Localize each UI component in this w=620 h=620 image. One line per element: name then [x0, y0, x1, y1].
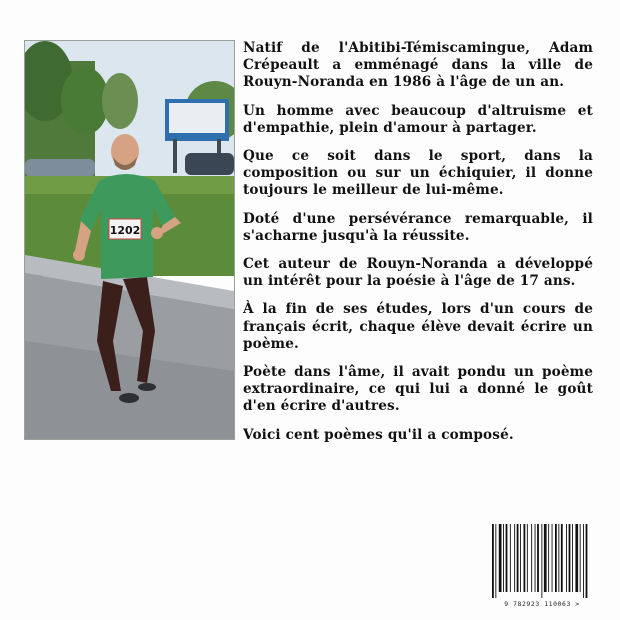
bio-paragraph: Que ce soit dans le sport, dans la composition ou sur un échiquier, il donne toujours le meilleur de lui-même.: [243, 148, 593, 199]
barcode-bar: [524, 524, 526, 592]
bio-paragraph: À la fin de ses études, lors d'un cours de français écrit, chaque élève devait écrire un poème.: [243, 301, 593, 352]
barcode-bar: [558, 524, 559, 592]
barcode-bar: [503, 524, 504, 592]
bio-paragraph: Doté d'une persévérance remarquable, il s'acharne jusqu'à la réussite.: [243, 210, 593, 244]
barcode-bar: [537, 524, 539, 592]
barcode-bar: [555, 524, 557, 592]
barcode-digits: 9 782923 110063 >: [504, 600, 580, 608]
barcode-bar: [506, 524, 508, 592]
bio-paragraph: Natif de l'Abitibi-Témiscamingue, Adam Crépeault a emménagé dans la ville de Rouyn-Noranda en 1986 à l'âge de un an.: [243, 40, 593, 91]
barcode-bar: [510, 524, 511, 592]
bib-number: 1202: [109, 224, 141, 237]
isbn-barcode: [488, 522, 596, 610]
barcode-bar: [544, 524, 547, 592]
barcode-bar: [531, 524, 532, 592]
barcode-bar: [535, 524, 536, 592]
barcode-bar: [527, 524, 528, 592]
barcode-bar: [566, 524, 567, 592]
barcode-bar: [517, 524, 519, 592]
barcode-bar: [580, 524, 581, 592]
author-photo-illustration: [25, 41, 234, 439]
barcode-bar: [586, 524, 588, 598]
barcode-bar: [541, 524, 542, 598]
barcode-bars: [488, 522, 596, 598]
barcode-bar: [583, 524, 584, 598]
barcode-bar: [561, 524, 563, 592]
author-biography: [243, 40, 593, 455]
barcode-bar: [575, 524, 578, 592]
barcode-bar: [552, 524, 553, 592]
barcode-bar: [548, 524, 549, 592]
bio-paragraph: Voici cent poèmes qu'il a composé.: [243, 426, 514, 443]
barcode-bar: [514, 524, 515, 592]
author-photo: [24, 40, 235, 440]
barcode-bar: [492, 524, 494, 598]
barcode-bar: [499, 524, 502, 592]
barcode-bar: [520, 524, 521, 592]
barcode-bar: [495, 524, 496, 598]
barcode-bar: [572, 524, 573, 592]
bio-paragraph: Cet auteur de Rouyn-Noranda a développé un intérêt pour la poésie à l'âge de 17 ans.: [243, 256, 593, 290]
bio-paragraph: Un homme avec beaucoup d'altruisme et d'empathie, plein d'amour à partager.: [243, 102, 593, 136]
bio-paragraph: Poète dans l'âme, il avait pondu un poème extraordinaire, ce qui lui a donné le goût d'en écrire d'autres.: [243, 364, 593, 415]
barcode-bar: [569, 524, 571, 592]
